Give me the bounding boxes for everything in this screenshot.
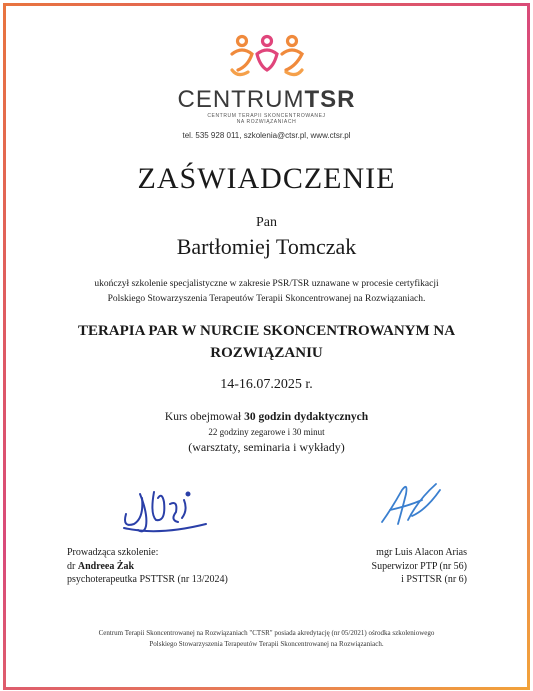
hours-prefix: Kurs obejmował (164, 411, 245, 423)
logo-subtitle-1: CENTRUM TERAPII SKONCENTROWANEJ (207, 113, 326, 119)
accreditation-footer (0, 628, 533, 650)
hours-bold: 30 godzin dydaktycznych (244, 411, 369, 423)
hours-detail: 22 godziny zegarowe i 30 minut (208, 427, 325, 437)
trainer-left-name: Andreea Żak (77, 560, 135, 572)
certificate-title: ZAŚWIADCZENIE (137, 162, 396, 195)
trainer-right-credentials: i PSTTSR (nr 6) (401, 574, 467, 585)
trainer-right-name: mgr Luis Alacon Arias (376, 547, 467, 558)
centrum-tsr-logo-icon (228, 34, 306, 80)
trainer-right-role: Superwizor PTP (nr 56) (371, 560, 467, 572)
trainer-right-block (372, 546, 467, 587)
salutation: Pan (256, 215, 277, 230)
trainer-left-block (67, 546, 228, 587)
course-title-line-1: TERAPIA PAR W NURCIE SKONCENTROWANYM NA (77, 323, 456, 339)
logo-subtitle-2: NA ROZWIĄZANIACH (236, 119, 297, 125)
logo-wordmark (0, 86, 533, 114)
course-title (0, 320, 533, 364)
description-line-1: ukończył szkolenie specjalistyczne w zakresie PSR/TSR uznawane w procesie certyfikacji (94, 279, 439, 289)
logo-wordmark-light: CENTRUM (177, 86, 305, 113)
trainer-left-credentials: psychoterapeutka PSTTSR (nr 13/2024) (67, 574, 228, 585)
footer-line-2: Polskiego Stowarzyszenia Terapeutów Terapii Skoncentrowanej na Rozwiązaniach. (149, 640, 384, 648)
course-title-line-2: ROZWIĄZANIU (210, 345, 323, 361)
signature-right (378, 480, 448, 530)
signature-left (118, 484, 213, 536)
course-format: (warsztaty, seminaria i wykłady) (188, 440, 345, 454)
description-line-2: Polskiego Stowarzyszenia Terapeutów Terapii Skoncentrowanej na Rozwiązaniach. (107, 294, 426, 304)
course-date: 14-16.07.2025 r. (220, 377, 313, 392)
footer-line-1: Centrum Terapii Skoncentrowanej na Rozwiązaniach "CTSR" posiada akredytację (nr 05/2021) ośrodka szkoleniowego (98, 629, 435, 637)
recipient-name: Bartłomiej Tomczak (176, 234, 357, 259)
certificate-description (0, 277, 533, 307)
contact-info: tel. 535 928 011, szkolenia@ctsr.pl, www.ctsr.pl (182, 131, 351, 140)
trainer-left-name-line (67, 560, 228, 574)
logo-wordmark-bold: TSR (304, 86, 356, 113)
course-hours (0, 411, 533, 423)
trainer-left-role: Prowadząca szkolenie: (67, 547, 159, 558)
trainer-left-prefix: dr (67, 560, 78, 572)
